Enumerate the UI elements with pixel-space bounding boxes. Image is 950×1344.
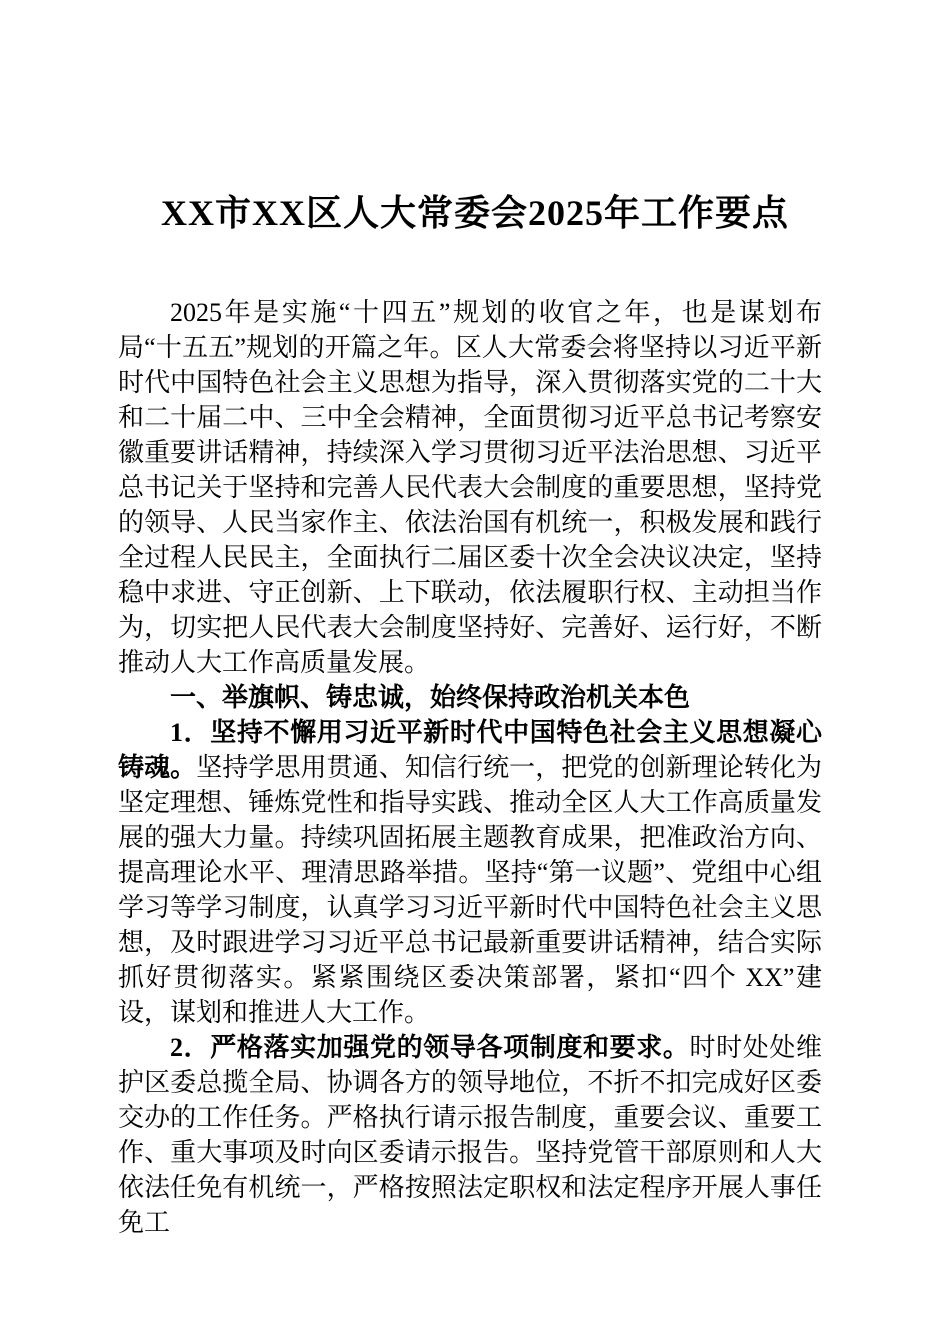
numbered-item-1 xyxy=(118,715,822,1030)
numbered-item-2-lead: 2．严格落实加强党的领导各项制度和要求。 xyxy=(170,1033,690,1062)
document-title: XX市XX区人大常委会2025年工作要点 xyxy=(161,193,789,233)
document-body xyxy=(118,295,822,1240)
numbered-item-1-lead: 1．坚持不懈用习近平新时代中国特色社会主义思想凝心铸魂。 xyxy=(118,718,822,782)
section-heading-1: 一、举旗帜、铸忠诚，始终保持政治机关本色 xyxy=(170,682,691,712)
intro-paragraph: 2025年是实施“十四五”规划的收官之年，也是谋划布局“十五五”规划的开篇之年。区人大常委会将坚持以习近平新时代中国特色社会主义思想为指导，深入贯彻落实党的二十大和二十届二中、三中全会精神，全面贯彻习近平总书记考察安徽重要讲话精神，持续深入学习贯彻习近平法治思想、习近平总书记关于坚持和完善人民代表大会制度的重要思想，坚持党的领导、人民当家作主、依法治国有机统一，积极发展和践行全过程人民民主，全面执行二届区委十次全会决议决定，坚持稳中求进、守正创新、上下联动，依法履职行权、主动担当作为，切实把人民代表大会制度坚持好、完善好、运行好，不断推动人大工作高质量发展。 xyxy=(118,298,822,677)
numbered-item-2 xyxy=(118,1030,822,1240)
numbered-item-1-text: 坚持学思用贯通、知信行统一，把党的创新理论转化为坚定理想、锤炼党性和指导实践、推动全区人大工作高质量发展的强大力量。持续巩固拓展主题教育成果，把准政治方向、提高理论水平、理清思路举措。坚持“第一议题”、党组中心组学习等学习制度，认真学习习近平新时代中国特色社会主义思想，及时跟进学习习近平总书记最新重要讲话精神，结合实际抓好贯彻落实。紧紧围绕区委决策部署，紧扣“四个 XX”建设，谋划和推进人大工作。 xyxy=(118,753,822,1027)
numbered-item-2-text: 时时处处维护区委总揽全局、协调各方的领导地位，不折不扣完成好区委交办的工作任务。严格执行请示报告制度，重要会议、重要工作、重大事项及时向区委请示报告。坚持党管干部原则和人大依法任免有机统一，严格按照法定职权和法定程序开展人事任免工 xyxy=(118,1033,822,1237)
